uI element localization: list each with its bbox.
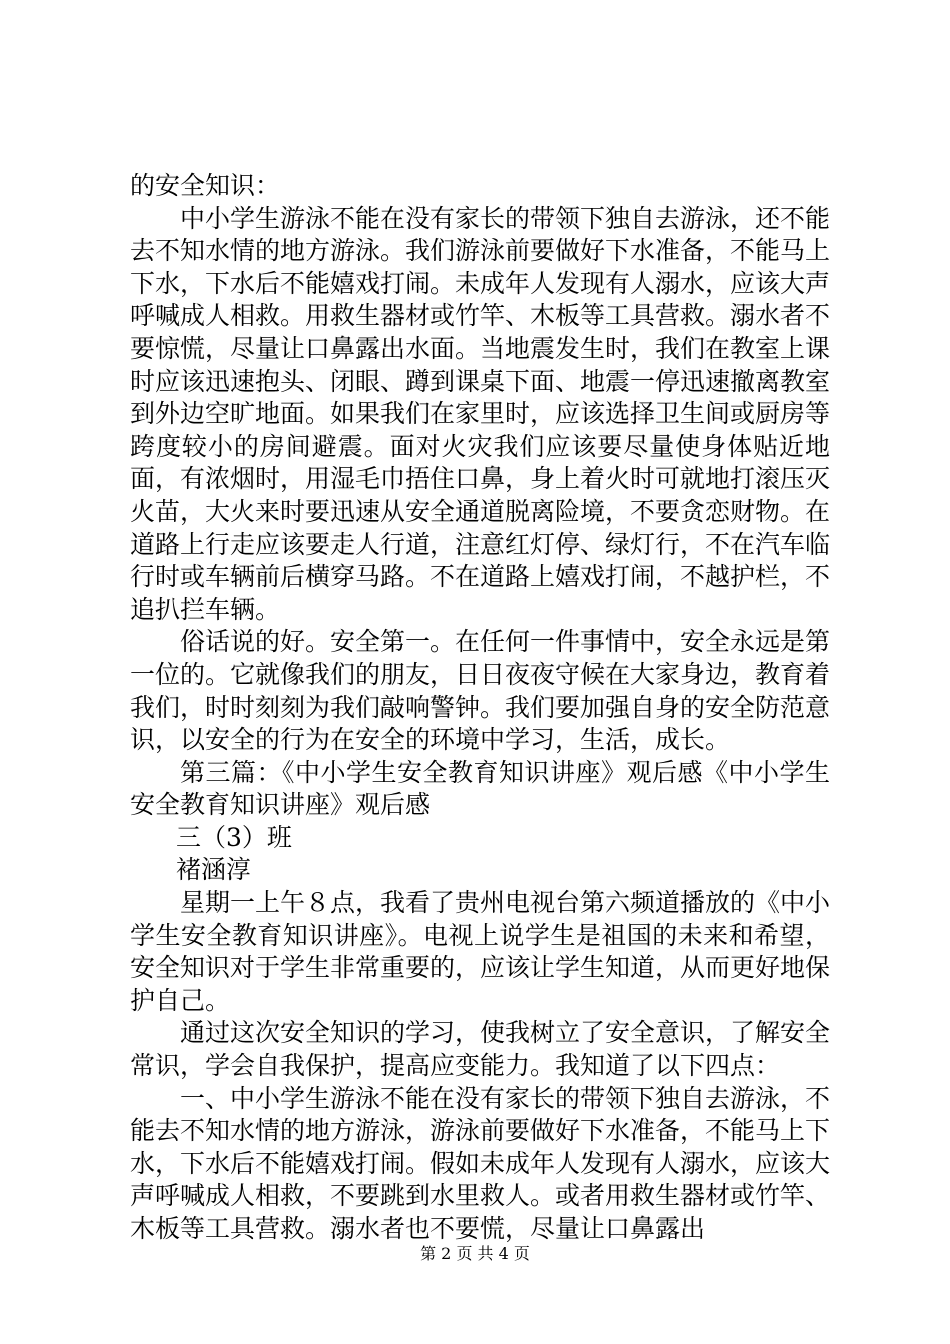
paragraph-point-one: 一、中小学生游泳不能在没有家长的带领下独自去游泳，不能去不知水情的地方游泳，游泳前要做好下水准备，不能马上下水，下水后不能嬉戏打闹。假如未成年人发现有人溺水，应该大声呼喊成人相救，不要跳到水里救人。或者用救生器材或竹竿、木板等工具营救。溺水者也不要慌，尽量让口鼻露出 [130, 1083, 831, 1243]
class-label: 三（3）班 [176, 822, 292, 852]
page-number-footer: 第 2 页 共 4 页 [420, 1244, 530, 1263]
author-name: 褚涵淳 [176, 855, 252, 885]
paragraph-safety-first: 俗话说的好。安全第一。在任何一件事情中，安全永远是第一位的。它就像我们的朋友，日日夜夜守候在大家身边，教育着我们，时时刻刻为我们敲响警钟。我们要加强自身的安全防范意识，以安全的行为在安全的环境中学习，生活，成长。 [130, 627, 831, 755]
document-body [130, 170, 830, 1246]
paragraph-safety-tips: 中小学生游泳不能在没有家长的带领下独自去游泳，还不能去不知水情的地方游泳。我们游泳前要做好下水准备，不能马上下水，下水后不能嬉戏打闹。未成年人发现有人溺水，应该大声呼喊成人相救。用救生器材或竹竿、木板等工具营救。溺水者不要惊慌，尽量让口鼻露出水面。当地震发生时，我们在教室上课时应该迅速抱头、闭眼、蹲到课桌下面、地震一停迅速撤离教室到外边空旷地面。如果我们在家里时，应该选择卫生间或厨房等跨度较小的房间避震。面对火灾我们应该要尽量使身体贴近地面，有浓烟时，用湿毛巾捂住口鼻，身上着火时可就地打滚压灭火苗，大火来时要迅速从安全通道脱离险境，不要贪恋财物。在道路上行走应该要走人行道，注意红灯停、绿灯行，不在汽车临行时或车辆前后横穿马路。不在道路上嬉戏打闹，不越护栏，不追扒拦车辆。 [130, 203, 831, 624]
paragraph-continuation: 的安全知识： [130, 171, 281, 200]
section-heading: 第三篇：《中小学生安全教育知识讲座》观后感《中小学生安全教育知识讲座》观后感 [130, 757, 830, 820]
paragraph-learning: 通过这次安全知识的学习，使我树立了安全意识，了解安全常识，学会自我保护，提高应变能力。我知道了以下四点： [130, 1018, 831, 1081]
paragraph-intro: 星期一上午８点，我看了贵州电视台第六频道播放的《中小学生安全教育知识讲座》。电视上说学生是祖国的未来和希望，安全知识对于学生非常重要的，应该让学生知道，从而更好地保护自己。 [130, 888, 831, 1015]
